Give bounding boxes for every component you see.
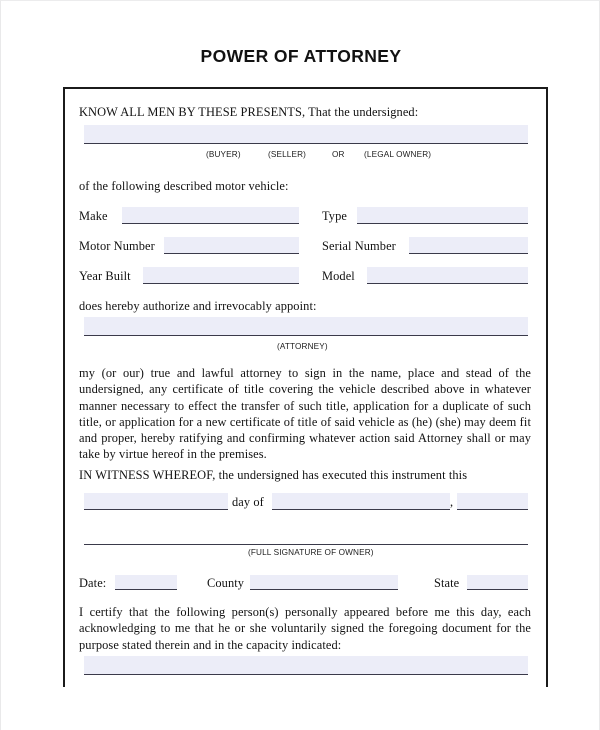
year-field[interactable] [457,493,528,510]
body-paragraph: my (or our) true and lawful attorney to sign in the name, place and stead of the undersigned, any certificate of title covering the vehicle described above in whatever manner necessary to effect the transfer of such title, application for a duplicate of such title, or application for a new certificate of title of said vehicle as (he) (she) may deem fit and proper, hereby ratifying and confirming whatever action said Attorney shall or may take by virtue hereof in the premises. [79,366,531,462]
model-label: Model [322,269,355,283]
appoint-heading: does hereby authorize and irrevocably appoint: [79,299,317,313]
county-field[interactable] [250,575,398,590]
form-frame [63,87,548,687]
make-field[interactable] [122,207,299,224]
motor-number-field[interactable] [164,237,299,254]
state-label: State [434,576,460,590]
attorney-field[interactable] [84,317,528,336]
attorney-caption: (ATTORNEY) [277,342,328,351]
type-label: Type [322,209,347,223]
page-title: POWER OF ATTORNEY [200,46,402,66]
make-label: Make [79,209,108,223]
motor-number-label: Motor Number [79,239,155,253]
year-built-label: Year Built [79,269,131,283]
seller-label: (SELLER) [268,150,307,159]
form-inner [79,89,534,687]
type-field[interactable] [357,207,528,224]
comma-separator: , [450,495,454,509]
vehicle-heading: of the following described motor vehicle: [79,179,289,193]
legal-owner-label: (LEGAL OWNER) [364,150,432,159]
state-field[interactable] [467,575,528,590]
date-label: Date: [79,576,107,590]
frame-bottom-edge [65,686,546,687]
serial-number-label: Serial Number [322,239,396,253]
or-label: OR [332,150,345,159]
county-label: County [207,576,245,590]
date-field[interactable] [115,575,177,590]
witness-heading: IN WITNESS WHEREOF, the undersigned has executed this instrument this [79,468,468,482]
undersigned-field[interactable] [84,125,528,144]
certify-paragraph: I certify that the following person(s) personally appeared before me this day, each acknowledging to me that he or she voluntarily signed the foregoing document for the purpose stated therein and in the capacity indicated: [79,605,531,652]
intro-text: KNOW ALL MEN BY THESE PRESENTS, That the undersigned: [79,105,419,119]
certify-field[interactable] [84,656,528,675]
owner-signature-rule[interactable] [84,544,528,545]
year-built-field[interactable] [143,267,299,284]
model-field[interactable] [367,267,528,284]
day-of-label: day of [232,495,264,509]
buyer-label: (BUYER) [206,150,241,159]
serial-number-field[interactable] [409,237,528,254]
owner-signature-caption: (FULL SIGNATURE OF OWNER) [248,548,374,557]
month-field[interactable] [272,493,450,510]
day-field[interactable] [84,493,228,510]
